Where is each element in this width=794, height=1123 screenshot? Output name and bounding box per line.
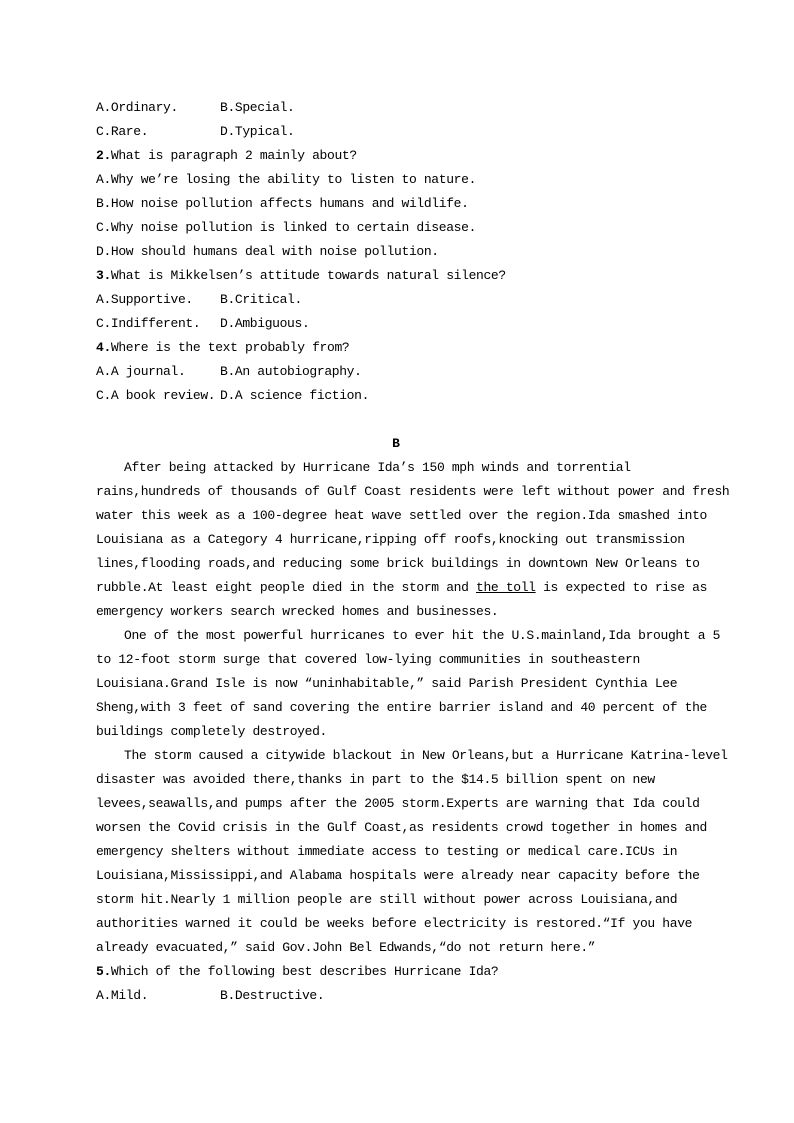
- q5-option-b: B.Destructive.: [220, 988, 325, 1003]
- q1-option-d: D.Typical.: [220, 124, 295, 139]
- q1-option-b: B.Special.: [220, 100, 295, 115]
- q4-options-row-1: [96, 360, 696, 384]
- passage-line: Louisiana.Grand Isle is now “uninhabitable,” said Parish President Cynthia Lee: [96, 676, 678, 691]
- q2-option-c: C.Why noise pollution is linked to certain disease.: [96, 220, 477, 235]
- passage-line: worsen the Covid crisis in the Gulf Coast,as residents crowd together in homes and: [96, 820, 708, 835]
- q2-number: 2.: [96, 148, 111, 163]
- passage-line: levees,seawalls,and pumps after the 2005 storm.Experts are warning that Ida could: [96, 796, 700, 811]
- q3-question: [96, 264, 696, 288]
- passage-line: to 12-foot storm surge that covered low-lying communities in southeastern: [96, 652, 640, 667]
- q2-option-b: B.How noise pollution affects humans and wildlife.: [96, 196, 469, 211]
- q4-option-a: A.A journal.: [96, 364, 186, 379]
- document-page: [96, 96, 730, 1008]
- q4-text: Where is the text probably from?: [110, 340, 350, 355]
- q4-option-d: D.A science fiction.: [220, 388, 370, 403]
- passage-line: lines,flooding roads,and reducing some brick buildings in downtown New Orleans to: [96, 556, 700, 571]
- passage-paragraph-3: [96, 744, 728, 960]
- q4-options-row-2: [96, 384, 696, 408]
- q4-option-b: B.An autobiography.: [220, 364, 362, 379]
- passage-line: rains,hundreds of thousands of Gulf Coast residents were left without power and fresh: [96, 484, 730, 499]
- passage-line: The storm caused a citywide blackout in New Orleans,but a Hurricane Katrina-level: [124, 748, 728, 763]
- q1-option-a: A.Ordinary.: [96, 100, 178, 115]
- q4-question: [96, 336, 696, 360]
- passage-paragraph-1: [96, 456, 730, 624]
- q2-text: What is paragraph 2 mainly about?: [110, 148, 357, 163]
- passage-text: rubble.At least eight people died in the storm and: [96, 580, 477, 595]
- passage-line: water this week as a 100-degree heat wave settled over the region.Ida smashed into: [96, 508, 708, 523]
- passage-line: [96, 576, 708, 600]
- q3-text: What is Mikkelsen’s attitude towards natural silence?: [110, 268, 506, 283]
- q1-option-c: C.Rare.: [96, 124, 149, 139]
- passage-line: Louisiana,Mississippi,and Alabama hospitals were already near capacity before the: [96, 868, 700, 883]
- q3-option-c: C.Indifferent.: [96, 316, 201, 331]
- passage-paragraph-2: [96, 624, 721, 744]
- q3-option-b: B.Critical.: [220, 292, 302, 307]
- passage-line: buildings completely destroyed.: [96, 724, 327, 739]
- section-b-title: B: [392, 436, 400, 451]
- passage-line: disaster was avoided there,thanks in part to the $14.5 billion spent on new: [96, 772, 655, 787]
- q4-option-c: C.A book review.: [96, 388, 216, 403]
- passage-line: Louisiana as a Category 4 hurricane,ripping off roofs,knocking out transmission: [96, 532, 685, 547]
- q2-option-a: A.Why we’re losing the ability to listen to nature.: [96, 172, 477, 187]
- q4-number: 4.: [96, 340, 111, 355]
- q2-option-d: D.How should humans deal with noise pollution.: [96, 244, 439, 259]
- q5-option-a: A.Mild.: [96, 988, 149, 1003]
- q3-number: 3.: [96, 268, 111, 283]
- passage-line: emergency workers search wrecked homes and businesses.: [96, 604, 499, 619]
- q3-options-row-2: [96, 312, 696, 336]
- q5-options-row-1: [96, 984, 696, 1008]
- q3-option-a: A.Supportive.: [96, 292, 193, 307]
- passage-line: authorities warned it could be weeks before electricity is restored.“If you have: [96, 916, 693, 931]
- passage-line: Sheng,with 3 feet of sand covering the entire barrier island and 40 percent of the: [96, 700, 708, 715]
- passage-line: storm hit.Nearly 1 million people are still without power across Louisiana,and: [96, 892, 678, 907]
- q2-question: [96, 144, 696, 168]
- q5-question: [96, 960, 696, 984]
- passage-line: One of the most powerful hurricanes to ever hit the U.S.mainland,Ida brought a 5: [124, 628, 721, 643]
- passage-text: is expected to rise as: [535, 580, 708, 595]
- passage-line: emergency shelters without immediate access to testing or medical care.ICUs in: [96, 844, 678, 859]
- section-spacer: [96, 408, 696, 432]
- q5-text: Which of the following best describes Hurricane Ida?: [110, 964, 499, 979]
- passage-line: already evacuated,” said Gov.John Bel Edwands,“do not return here.”: [96, 940, 596, 955]
- q5-number: 5.: [96, 964, 111, 979]
- passage-line: After being attacked by Hurricane Ida’s 150 mph winds and torrential: [124, 460, 631, 475]
- q3-options-row-1: [96, 288, 696, 312]
- q1-options-row-1: [96, 96, 696, 120]
- q3-option-d: D.Ambiguous.: [220, 316, 310, 331]
- q1-options-row-2: [96, 120, 696, 144]
- underlined-phrase: the toll: [476, 580, 536, 595]
